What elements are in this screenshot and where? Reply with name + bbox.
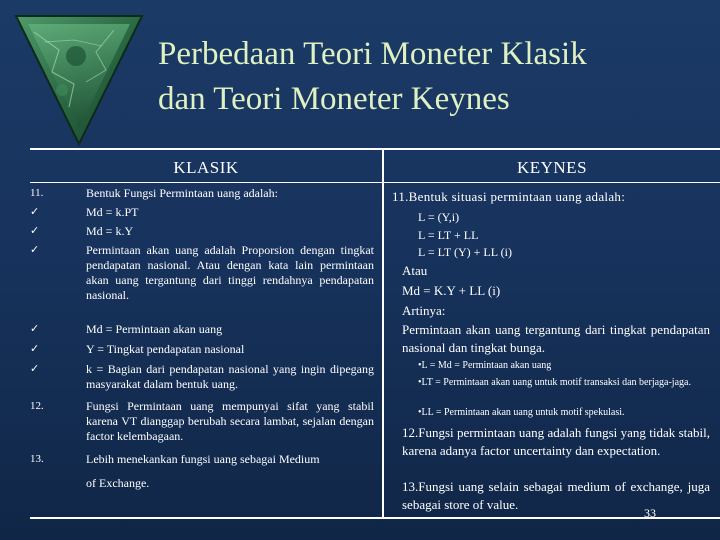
item-text: k = Bagian dari pendapatan nasional yang ingin dipegang masyarakat dalam bentuk uang.: [86, 362, 374, 391]
item-text: Fungsi Permintaan uang mempunyai sifat yang stabil karena VT dianggap berubah secara lambat, sejalan dengan factor kelembagaan.: [86, 399, 374, 443]
checkmark-icon: ✓: [30, 225, 40, 237]
item-text: Permintaan akan uang adalah Proporsion dengan tingkat pendapatan nasional. Atau dengan kata lain permintaan akan uang tergantung dari tinggi rendahnya pendapatan nasional.: [86, 243, 374, 302]
equation-2: L = LT + LL: [418, 228, 479, 242]
bullet-l: •L = Md = Permintaan akan uang: [418, 360, 552, 371]
header-rule: [30, 182, 720, 183]
item-number: 13.: [30, 453, 44, 465]
title-line-2: dan Teori Moneter Keynes: [158, 81, 510, 117]
md-equation: Md = K.Y + LL (i): [402, 283, 501, 298]
item-text: Y = Tingkat pendapatan nasional: [86, 342, 245, 356]
equation-3: L = LT (Y) + LL (i): [418, 245, 512, 259]
column-divider: [382, 150, 384, 517]
checkmark-icon: ✓: [30, 363, 40, 375]
checkmark-icon: ✓: [30, 206, 40, 218]
bullet-lt: •LT = Permintaan akan uang untuk motif transaksi dan berjaga-jaga.: [418, 377, 691, 388]
bullet-ll: •LL = Permintaan akan uang untuk motif spekulasi.: [418, 407, 625, 418]
item-number: 11.: [30, 187, 44, 199]
item-number: 12.: [30, 400, 44, 412]
item-text: Md = k.PT: [86, 205, 139, 219]
page-number: 33: [644, 506, 656, 520]
atau-label: Atau: [402, 263, 428, 278]
checkmark-icon: ✓: [30, 323, 40, 335]
item-text: Lebih menekankan fungsi uang sebagai Medium: [86, 452, 320, 466]
header-klasik: KLASIK: [173, 158, 239, 177]
item-text: Bentuk Fungsi Permintaan uang adalah:: [86, 186, 278, 200]
equation-1: L = (Y,i): [418, 210, 460, 224]
keynes-point-12: 12.Fungsi permintaan uang adalah fungsi yang tidak stabil, karena adanya factor uncertainty dan expectation.: [402, 425, 710, 458]
checkmark-icon: ✓: [30, 343, 40, 355]
artinya-label: Artinya:: [402, 303, 446, 318]
slide-title: [158, 32, 698, 122]
keynes-point-13: 13.Fungsi uang selain sebagai medium of exchange, juga sebagai store of value.: [402, 479, 710, 512]
keynes-description: Permintaan akan uang tergantung dari tingkat pendapatan nasional dan tingkat bunga.: [402, 322, 710, 355]
item-text: Md = Permintaan akan uang: [86, 322, 223, 336]
green-triangle-emblem: [14, 12, 144, 147]
keynes-intro: 11.Bentuk situasi permintaan uang adalah:: [392, 189, 626, 204]
item-text: Md = k.Y: [86, 224, 134, 238]
title-line-1: Perbedaan Teori Moneter Klasik: [158, 36, 587, 72]
checkmark-icon: ✓: [30, 244, 40, 256]
header-keynes: KEYNES: [516, 158, 588, 177]
item-text-continued: of Exchange.: [86, 476, 150, 490]
comparison-table: [30, 148, 720, 519]
